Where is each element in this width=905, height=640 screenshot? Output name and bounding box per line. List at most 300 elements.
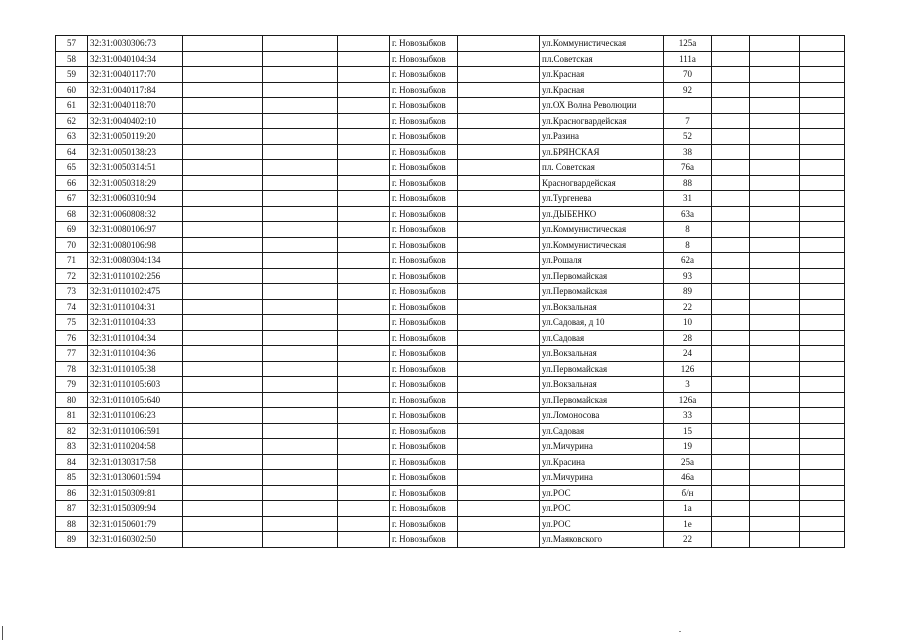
- house-number-cell: 31: [664, 191, 712, 207]
- empty-cell: [750, 222, 800, 238]
- row-number-cell: 61: [56, 98, 88, 114]
- row-number-cell: 85: [56, 470, 88, 486]
- street-cell: ул.Красина: [540, 454, 664, 470]
- empty-cell: [800, 253, 845, 269]
- table-row: [56, 237, 845, 253]
- empty-cell: [458, 67, 540, 83]
- table-body: [56, 36, 845, 548]
- house-number-cell: 28: [664, 330, 712, 346]
- table-row: [56, 67, 845, 83]
- street-cell: ул.Первомайская: [540, 284, 664, 300]
- empty-cell: [338, 82, 390, 98]
- empty-cell: [750, 36, 800, 52]
- row-number-cell: 68: [56, 206, 88, 222]
- empty-cell: [458, 299, 540, 315]
- empty-cell: [263, 516, 338, 532]
- empty-cell: [712, 361, 750, 377]
- empty-cell: [712, 532, 750, 548]
- empty-cell: [183, 206, 263, 222]
- empty-cell: [712, 470, 750, 486]
- empty-cell: [263, 98, 338, 114]
- cadastral-number-cell: 32:31:0110105:640: [88, 392, 183, 408]
- cadastral-number-cell: 32:31:0110104:36: [88, 346, 183, 362]
- cadastral-number-cell: 32:31:0040117:84: [88, 82, 183, 98]
- row-number-cell: 80: [56, 392, 88, 408]
- house-number-cell: 22: [664, 299, 712, 315]
- table-row: [56, 392, 845, 408]
- empty-cell: [263, 284, 338, 300]
- empty-cell: [338, 160, 390, 176]
- table-row: [56, 439, 845, 455]
- empty-cell: [750, 129, 800, 145]
- empty-cell: [458, 439, 540, 455]
- empty-cell: [750, 454, 800, 470]
- empty-cell: [712, 454, 750, 470]
- house-number-cell: 70: [664, 67, 712, 83]
- row-number-cell: 60: [56, 82, 88, 98]
- house-number-cell: 15: [664, 423, 712, 439]
- empty-cell: [338, 377, 390, 393]
- city-cell: г. Новозыбков: [390, 485, 458, 501]
- cadastral-number-cell: 32:31:0030306:73: [88, 36, 183, 52]
- empty-cell: [458, 98, 540, 114]
- empty-cell: [263, 454, 338, 470]
- cadastral-number-cell: 32:31:0110102:256: [88, 268, 183, 284]
- empty-cell: [800, 516, 845, 532]
- empty-cell: [750, 237, 800, 253]
- empty-cell: [712, 392, 750, 408]
- house-number-cell: 8: [664, 237, 712, 253]
- table-row: [56, 377, 845, 393]
- empty-cell: [263, 408, 338, 424]
- empty-cell: [712, 191, 750, 207]
- empty-cell: [263, 222, 338, 238]
- street-cell: ул.Красная: [540, 67, 664, 83]
- row-number-cell: 73: [56, 284, 88, 300]
- empty-cell: [712, 67, 750, 83]
- empty-cell: [712, 144, 750, 160]
- empty-cell: [458, 423, 540, 439]
- row-number-cell: 83: [56, 439, 88, 455]
- row-number-cell: 84: [56, 454, 88, 470]
- empty-cell: [263, 175, 338, 191]
- city-cell: г. Новозыбков: [390, 268, 458, 284]
- city-cell: г. Новозыбков: [390, 36, 458, 52]
- table-row: [56, 516, 845, 532]
- empty-cell: [458, 330, 540, 346]
- house-number-cell: 19: [664, 439, 712, 455]
- property-register-table: [55, 35, 845, 548]
- empty-cell: [183, 346, 263, 362]
- street-cell: Красногвардейская: [540, 175, 664, 191]
- row-number-cell: 74: [56, 299, 88, 315]
- table-row: [56, 268, 845, 284]
- house-number-cell: 111а: [664, 51, 712, 67]
- empty-cell: [458, 36, 540, 52]
- empty-cell: [750, 392, 800, 408]
- empty-cell: [800, 51, 845, 67]
- table-row: [56, 160, 845, 176]
- cadastral-number-cell: 32:31:0110105:603: [88, 377, 183, 393]
- street-cell: ул.Садовая: [540, 423, 664, 439]
- house-number-cell: 126: [664, 361, 712, 377]
- table-row: [56, 315, 845, 331]
- street-cell: ул.Красная: [540, 82, 664, 98]
- street-cell: ул.Ломоносова: [540, 408, 664, 424]
- empty-cell: [458, 501, 540, 517]
- empty-cell: [712, 268, 750, 284]
- empty-cell: [263, 36, 338, 52]
- table-row: [56, 206, 845, 222]
- empty-cell: [183, 237, 263, 253]
- table-row: [56, 98, 845, 114]
- street-cell: ул.РОС: [540, 516, 664, 532]
- city-cell: г. Новозыбков: [390, 113, 458, 129]
- empty-cell: [800, 330, 845, 346]
- cadastral-number-cell: 32:31:0160302:50: [88, 532, 183, 548]
- empty-cell: [338, 485, 390, 501]
- street-cell: ул.Вокзальная: [540, 299, 664, 315]
- empty-cell: [338, 330, 390, 346]
- empty-cell: [183, 36, 263, 52]
- empty-cell: [183, 423, 263, 439]
- empty-cell: [338, 206, 390, 222]
- table-row: [56, 299, 845, 315]
- empty-cell: [800, 299, 845, 315]
- empty-cell: [712, 160, 750, 176]
- empty-cell: [800, 160, 845, 176]
- empty-cell: [263, 268, 338, 284]
- street-cell: ул.Мичурина: [540, 439, 664, 455]
- row-number-cell: 71: [56, 253, 88, 269]
- table-row: [56, 113, 845, 129]
- empty-cell: [712, 330, 750, 346]
- row-number-cell: 59: [56, 67, 88, 83]
- row-number-cell: 88: [56, 516, 88, 532]
- row-number-cell: 79: [56, 377, 88, 393]
- street-cell: ул.Коммунистическая: [540, 222, 664, 238]
- empty-cell: [183, 98, 263, 114]
- empty-cell: [800, 501, 845, 517]
- cadastral-number-cell: 32:31:0040118:70: [88, 98, 183, 114]
- row-number-cell: 82: [56, 423, 88, 439]
- empty-cell: [338, 454, 390, 470]
- city-cell: г. Новозыбков: [390, 392, 458, 408]
- city-cell: г. Новозыбков: [390, 454, 458, 470]
- empty-cell: [338, 532, 390, 548]
- empty-cell: [338, 129, 390, 145]
- city-cell: г. Новозыбков: [390, 377, 458, 393]
- empty-cell: [263, 129, 338, 145]
- empty-cell: [263, 144, 338, 160]
- empty-cell: [800, 268, 845, 284]
- house-number-cell: б/н: [664, 485, 712, 501]
- empty-cell: [750, 470, 800, 486]
- scan-mark: [679, 631, 681, 632]
- house-number-cell: 93: [664, 268, 712, 284]
- empty-cell: [263, 423, 338, 439]
- cadastral-number-cell: 32:31:0080304:134: [88, 253, 183, 269]
- street-cell: ул.Садовая: [540, 330, 664, 346]
- city-cell: г. Новозыбков: [390, 346, 458, 362]
- city-cell: г. Новозыбков: [390, 439, 458, 455]
- empty-cell: [750, 253, 800, 269]
- street-cell: ул.РОС: [540, 501, 664, 517]
- table-row: [56, 423, 845, 439]
- city-cell: г. Новозыбков: [390, 532, 458, 548]
- table-row: [56, 361, 845, 377]
- empty-cell: [800, 67, 845, 83]
- empty-cell: [183, 222, 263, 238]
- empty-cell: [458, 346, 540, 362]
- empty-cell: [183, 284, 263, 300]
- empty-cell: [263, 206, 338, 222]
- street-cell: ул.ДЫБЕНКО: [540, 206, 664, 222]
- house-number-cell: 3: [664, 377, 712, 393]
- house-number-cell: 1а: [664, 501, 712, 517]
- street-cell: ул.Рошаля: [540, 253, 664, 269]
- empty-cell: [800, 377, 845, 393]
- table-row: [56, 144, 845, 160]
- cadastral-number-cell: 32:31:0130601:594: [88, 470, 183, 486]
- empty-cell: [712, 175, 750, 191]
- table-row: [56, 408, 845, 424]
- house-number-cell: 1е: [664, 516, 712, 532]
- empty-cell: [458, 377, 540, 393]
- empty-cell: [183, 67, 263, 83]
- empty-cell: [338, 361, 390, 377]
- table-row: [56, 191, 845, 207]
- empty-cell: [183, 191, 263, 207]
- empty-cell: [183, 392, 263, 408]
- empty-cell: [800, 485, 845, 501]
- empty-cell: [263, 346, 338, 362]
- street-cell: ул.Маяковского: [540, 532, 664, 548]
- row-number-cell: 86: [56, 485, 88, 501]
- empty-cell: [183, 51, 263, 67]
- empty-cell: [750, 439, 800, 455]
- table-row: [56, 501, 845, 517]
- empty-cell: [183, 330, 263, 346]
- house-number-cell: 76а: [664, 160, 712, 176]
- empty-cell: [800, 315, 845, 331]
- cadastral-number-cell: 32:31:0110106:591: [88, 423, 183, 439]
- empty-cell: [183, 129, 263, 145]
- empty-cell: [458, 532, 540, 548]
- empty-cell: [183, 470, 263, 486]
- empty-cell: [800, 439, 845, 455]
- empty-cell: [183, 82, 263, 98]
- city-cell: г. Новозыбков: [390, 160, 458, 176]
- house-number-cell: 125а: [664, 36, 712, 52]
- empty-cell: [338, 237, 390, 253]
- empty-cell: [183, 454, 263, 470]
- house-number-cell: 126а: [664, 392, 712, 408]
- row-number-cell: 58: [56, 51, 88, 67]
- city-cell: г. Новозыбков: [390, 98, 458, 114]
- city-cell: г. Новозыбков: [390, 408, 458, 424]
- empty-cell: [338, 175, 390, 191]
- house-number-cell: 24: [664, 346, 712, 362]
- city-cell: г. Новозыбков: [390, 361, 458, 377]
- empty-cell: [263, 485, 338, 501]
- empty-cell: [183, 516, 263, 532]
- empty-cell: [712, 516, 750, 532]
- empty-cell: [458, 237, 540, 253]
- empty-cell: [338, 253, 390, 269]
- cadastral-number-cell: 32:31:0050119:20: [88, 129, 183, 145]
- empty-cell: [263, 82, 338, 98]
- table-row: [56, 253, 845, 269]
- row-number-cell: 65: [56, 160, 88, 176]
- empty-cell: [338, 470, 390, 486]
- empty-cell: [750, 144, 800, 160]
- cadastral-number-cell: 32:31:0110106:23: [88, 408, 183, 424]
- city-cell: г. Новозыбков: [390, 516, 458, 532]
- street-cell: ул.Тургенева: [540, 191, 664, 207]
- empty-cell: [800, 532, 845, 548]
- cadastral-number-cell: 32:31:0080106:98: [88, 237, 183, 253]
- empty-cell: [183, 253, 263, 269]
- cadastral-number-cell: 32:31:0110104:34: [88, 330, 183, 346]
- cadastral-number-cell: 32:31:0050314:51: [88, 160, 183, 176]
- city-cell: г. Новозыбков: [390, 82, 458, 98]
- house-number-cell: 25а: [664, 454, 712, 470]
- house-number-cell: [664, 98, 712, 114]
- empty-cell: [458, 222, 540, 238]
- street-cell: ул.ОХ Волна Революции: [540, 98, 664, 114]
- city-cell: г. Новозыбков: [390, 470, 458, 486]
- cadastral-number-cell: 32:31:0110102:475: [88, 284, 183, 300]
- empty-cell: [338, 423, 390, 439]
- empty-cell: [183, 175, 263, 191]
- street-cell: ул.Садовая, д 10: [540, 315, 664, 331]
- empty-cell: [458, 361, 540, 377]
- cadastral-number-cell: 32:31:0050138:23: [88, 144, 183, 160]
- city-cell: г. Новозыбков: [390, 501, 458, 517]
- table-row: [56, 51, 845, 67]
- row-number-cell: 64: [56, 144, 88, 160]
- city-cell: г. Новозыбков: [390, 222, 458, 238]
- page-edge: [2, 626, 3, 640]
- empty-cell: [458, 253, 540, 269]
- empty-cell: [263, 113, 338, 129]
- house-number-cell: 33: [664, 408, 712, 424]
- empty-cell: [800, 36, 845, 52]
- empty-cell: [800, 423, 845, 439]
- empty-cell: [750, 516, 800, 532]
- empty-cell: [712, 51, 750, 67]
- empty-cell: [712, 408, 750, 424]
- empty-cell: [712, 299, 750, 315]
- empty-cell: [338, 516, 390, 532]
- city-cell: г. Новозыбков: [390, 237, 458, 253]
- city-cell: г. Новозыбков: [390, 67, 458, 83]
- city-cell: г. Новозыбков: [390, 299, 458, 315]
- empty-cell: [338, 98, 390, 114]
- empty-cell: [750, 299, 800, 315]
- empty-cell: [183, 485, 263, 501]
- empty-cell: [750, 98, 800, 114]
- house-number-cell: 7: [664, 113, 712, 129]
- empty-cell: [458, 284, 540, 300]
- empty-cell: [800, 222, 845, 238]
- empty-cell: [458, 315, 540, 331]
- empty-cell: [712, 485, 750, 501]
- street-cell: ул.РОС: [540, 485, 664, 501]
- house-number-cell: 38: [664, 144, 712, 160]
- house-number-cell: 63а: [664, 206, 712, 222]
- table-row: [56, 346, 845, 362]
- empty-cell: [800, 346, 845, 362]
- empty-cell: [750, 346, 800, 362]
- cadastral-number-cell: 32:31:0080106:97: [88, 222, 183, 238]
- empty-cell: [458, 82, 540, 98]
- empty-cell: [750, 408, 800, 424]
- empty-cell: [712, 377, 750, 393]
- empty-cell: [458, 191, 540, 207]
- empty-cell: [712, 501, 750, 517]
- empty-cell: [712, 346, 750, 362]
- empty-cell: [750, 315, 800, 331]
- house-number-cell: 62а: [664, 253, 712, 269]
- row-number-cell: 75: [56, 315, 88, 331]
- empty-cell: [750, 51, 800, 67]
- row-number-cell: 72: [56, 268, 88, 284]
- empty-cell: [712, 206, 750, 222]
- empty-cell: [458, 268, 540, 284]
- row-number-cell: 62: [56, 113, 88, 129]
- empty-cell: [263, 253, 338, 269]
- row-number-cell: 78: [56, 361, 88, 377]
- empty-cell: [750, 532, 800, 548]
- street-cell: ул.Красногвардейская: [540, 113, 664, 129]
- table-row: [56, 470, 845, 486]
- cadastral-number-cell: 32:31:0040117:70: [88, 67, 183, 83]
- house-number-cell: 52: [664, 129, 712, 145]
- cadastral-number-cell: 32:31:0060310:94: [88, 191, 183, 207]
- house-number-cell: 8: [664, 222, 712, 238]
- street-cell: ул.Первомайская: [540, 268, 664, 284]
- empty-cell: [183, 408, 263, 424]
- empty-cell: [338, 408, 390, 424]
- city-cell: г. Новозыбков: [390, 51, 458, 67]
- empty-cell: [263, 361, 338, 377]
- cadastral-number-cell: 32:31:0130317:58: [88, 454, 183, 470]
- row-number-cell: 70: [56, 237, 88, 253]
- empty-cell: [263, 67, 338, 83]
- cadastral-number-cell: 32:31:0110105:38: [88, 361, 183, 377]
- empty-cell: [800, 284, 845, 300]
- empty-cell: [800, 361, 845, 377]
- empty-cell: [712, 98, 750, 114]
- cadastral-number-cell: 32:31:0040104:34: [88, 51, 183, 67]
- city-cell: г. Новозыбков: [390, 253, 458, 269]
- empty-cell: [800, 82, 845, 98]
- empty-cell: [750, 485, 800, 501]
- cadastral-number-cell: 32:31:0060808:32: [88, 206, 183, 222]
- empty-cell: [458, 206, 540, 222]
- empty-cell: [800, 98, 845, 114]
- cadastral-number-cell: 32:31:0150309:94: [88, 501, 183, 517]
- empty-cell: [338, 51, 390, 67]
- cadastral-number-cell: 32:31:0150309:81: [88, 485, 183, 501]
- empty-cell: [458, 485, 540, 501]
- empty-cell: [800, 129, 845, 145]
- city-cell: г. Новозыбков: [390, 423, 458, 439]
- street-cell: пл.Советская: [540, 51, 664, 67]
- empty-cell: [750, 67, 800, 83]
